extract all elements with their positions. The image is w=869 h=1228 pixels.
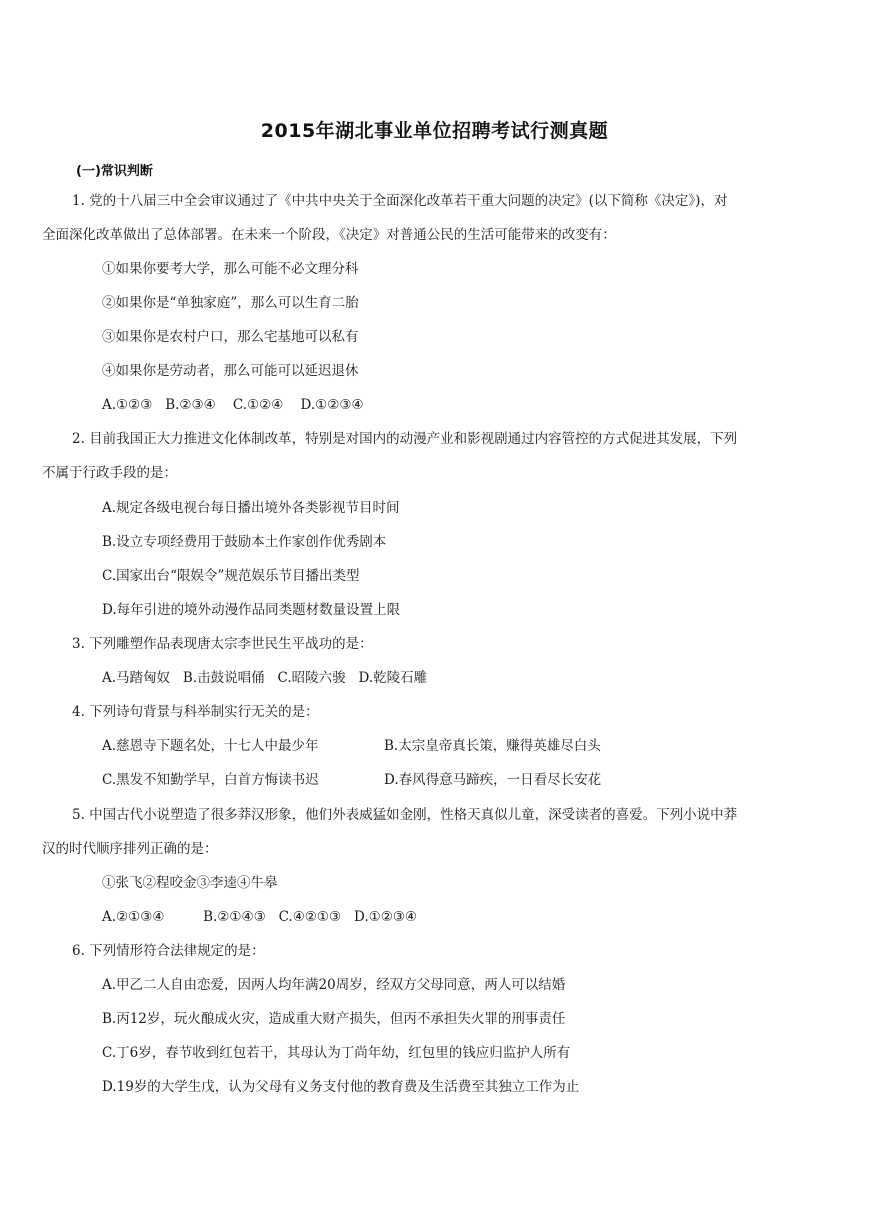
- question-6-option-b: B.丙12岁，玩火酿成火灾，造成重大财产损失，但丙不承担失火罪的刑事责任: [102, 1011, 566, 1027]
- question-4-line-1: 4. 下列诗句背景与科举制实行无关的是：: [72, 704, 319, 720]
- question-4-option-b: B.太宗皇帝真长策，赚得英雄尽白头: [384, 738, 601, 754]
- question-2-line-2: 不属于行政手段的是：: [42, 465, 177, 481]
- question-5-line-2: 汉的时代顺序排列正确的是：: [42, 841, 218, 857]
- page-title: 2015年湖北事业单位招聘考试行测真题: [260, 120, 609, 142]
- question-4-option-c: C.黑发不知勤学早，白首方悔读书迟: [102, 772, 319, 788]
- question-2-line-1: 2. 目前我国正大力推进文化体制改革，特别是对国内的动漫产业和影视剧通过内容管控的方式促进其发展，下列: [72, 431, 738, 447]
- question-1-item-1: ①如果你要考大学，那么可能不必文理分科: [102, 261, 359, 277]
- question-5-options: A.②①③④ B.②①④③ C.④②①③ D.①②③④: [102, 909, 418, 925]
- question-1-item-2: ②如果你是“单独家庭”，那么可以生育二胎: [102, 295, 359, 311]
- question-2-option-b: B.设立专项经费用于鼓励本土作家创作优秀剧本: [102, 534, 387, 550]
- question-5-item-1: ①张飞②程咬金③李逵④牛皋: [102, 875, 278, 891]
- question-4-options-row-2: [102, 774, 722, 788]
- question-4-option-a: A.慈恩寺下题名处，十七人中最少年: [102, 738, 319, 754]
- question-1-options: A.①②③ B.②③④ C.①②④ D.①②③④: [102, 397, 364, 413]
- question-6-line-1: 6. 下列情形符合法律规定的是：: [72, 943, 265, 959]
- question-1-item-3: ③如果你是农村户口，那么宅基地可以私有: [102, 329, 359, 345]
- question-6-option-c: C.丁6岁，春节收到红包若干，其母认为丁尚年幼，红包里的钱应归监护人所有: [102, 1045, 571, 1061]
- question-5-line-1: 5. 中国古代小说塑造了很多莽汉形象，他们外表威猛如金刚，性格天真似儿童，深受读者的喜爱。下列小说中莽: [72, 807, 738, 823]
- question-3-options: A.马踏匈奴 B.击鼓说唱俑 C.昭陵六骏 D.乾陵石雕: [102, 670, 428, 686]
- question-2-option-a: A.规定各级电视台每日播出境外各类影视节目时间: [102, 500, 400, 516]
- question-3-line-1: 3. 下列雕塑作品表现唐太宗李世民生平战功的是：: [72, 636, 373, 652]
- question-6-option-a: A.甲乙二人自由恋爱，因两人均年满20周岁，经双方父母同意，两人可以结婚: [102, 977, 566, 993]
- question-2-option-d: D.每年引进的境外动漫作品同类题材数量设置上限: [102, 602, 401, 618]
- question-6-option-d: D.19岁的大学生戊，认为父母有义务支付他的教育费及生活费至其独立工作为止: [102, 1079, 580, 1095]
- question-4-option-d: D.春风得意马蹄疾，一日看尽长安花: [384, 772, 602, 788]
- question-1-line-1: 1. 党的十八届三中全会审议通过了《中共中央关于全面深化改革若干重大问题的决定》(以下简称《决定》)，对: [72, 193, 728, 209]
- question-1-item-4: ④如果你是劳动者，那么可能可以延迟退休: [102, 363, 359, 379]
- question-4-options-row-1: [102, 740, 722, 754]
- question-2-option-c: C.国家出台“限娱令”规范娱乐节目播出类型: [102, 568, 360, 584]
- section-heading: (一)常识判断: [76, 164, 153, 179]
- question-1-line-2: 全面深化改革做出了总体部署。在未来一个阶段，《决定》对普通公民的生活可能带来的改变有：: [42, 227, 616, 243]
